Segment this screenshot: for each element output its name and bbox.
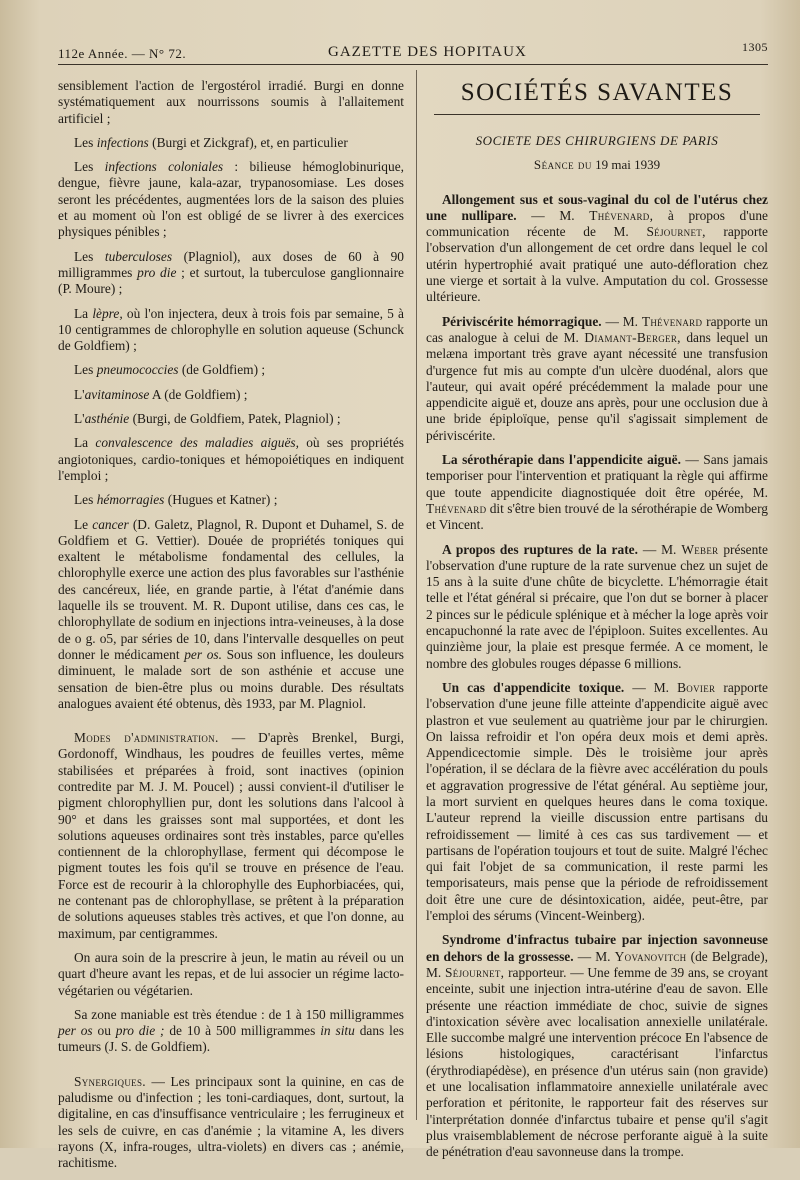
paragraph: sensiblement l'action de l'ergostérol irradié. Burgi en donne systématiquement aux nourrissons soumis à l'allaitement artificiel ;	[58, 78, 404, 126]
paragraph: Les infections coloniales : bilieuse hémoglobinurique, dengue, fièvre jaune, kala-azar, trypanosomiase. Les doses seront les précédentes, augmentées lors de la saison des pluies et au moment où l'on est obligé de se livrer à des exercices physiques pénibles ;	[58, 159, 404, 240]
paragraph: La lèpre, où l'on injectera, deux à trois fois par semaine, 5 à 10 centigrammes de chlorophylle en solution aqueuse (Schunck de Goldfiem) ;	[58, 305, 404, 354]
article: A propos des ruptures de la rate. — M. Weber présente l'observation d'une rupture de la rate survenue chez un sujet de 15 ans à la suite d'une chûte de bicyclette. L'hémorragie était telle et l'état général si précaire, que l'on dut se borner à placer 2 pinces sur le pédicule splénique et à mécher la loge après voir encapuchonné la rate avec de l'épiploon. Suites excellentes. Au quinzième jour, la plaie est presque fermée. A ce moment, le nombre des globules rouges dépasse 6 millions.	[426, 541, 768, 671]
article-title: La sérothérapie dans l'appendicite aiguë.	[442, 452, 681, 468]
paragraph: Les tuberculoses (Plagniol), aux doses de 60 à 90 milligrammes pro die ; et surtout, la tuberculose ganglionnaire (P. Moure) ;	[58, 248, 405, 297]
page-header	[58, 40, 768, 64]
paragraph: La convalescence des maladies aiguës, où ses propriétés angiotoniques, cardio-toniques et hémopoiétiques en indiquent l'emploi ;	[58, 435, 404, 483]
right-column	[426, 78, 768, 1169]
column-divider	[416, 70, 417, 1120]
article: Allongement sus et sous-vaginal du col de l'utérus chez une nullipare. — M. Thévenard, à propos d'une communication récente de M. Séjournet, rapporte l'observation d'un allongement de cet ordre dans lequel le col utérin hypertrophié avait pratiqué une auto-défloration chez une vierge et sortait à la vulve. Amputation du col. Grossesse ultérieure.	[426, 191, 768, 305]
article: Périviscérite hémorragique. — M. Thévenard rapporte un cas analogue à celui de M. Diamant-Berger, dans lequel un melæna important très grave ayant nécessité une transfusion d'urgence fut mis au compte d'un ulcère duodénal, alors que l'auteur, qui avait opéré précédemment la malade pour une appendicite aiguë et, douze ans après, pour une occlusion due à une bride épiploïque, pense qu'il s'agissait simplement de périviscérite.	[426, 313, 768, 443]
section-rule	[434, 114, 760, 115]
paragraph: Les hémorragies (Hugues et Katner) ;	[74, 492, 278, 508]
section-title: SOCIÉTÉS SAVANTES	[460, 79, 734, 106]
page-number: 1305	[742, 40, 768, 54]
article-title: Périviscérite hémorragique.	[442, 313, 602, 329]
paragraph: On aura soin de la prescrire à jeun, le matin au réveil ou un quart d'heure avant les repas, et de lui associer un régime lacto-végétarien ou végétarien.	[58, 949, 404, 998]
article: Un cas d'appendicite toxique. — M. Bovier rapporte l'observation d'une jeune fille atteinte d'appendicite aiguë avec plastron et vue seulement au quatrième jour par le chirurgien. On laissa refroidir et l'on opéra deux mois et demi après. Appendicectomie simple. Dès le troisième jour après l'opération, il se déclara de la fièvre avec accélération du pouls et aggravation progressive de l'état général. Au septième jour, la mort survient en quelques heures dans le coma toxique. L'auteur reprend la vieille discussion entre partisans du refroidissement — limité à ces cas sus tardivement — et partisans de l'opération toujours et tout de suite. Malgré l'échec qui fait l'objet de sa communication, il reste parmi les temporisateurs, mais pense que la période de refroidissement doit être une cure de désintoxication, aidée, peut-être, par l'emploi des sérums (Vincent-Weinberg).	[426, 679, 768, 924]
journal-title: GAZETTE DES HOPITAUX	[328, 44, 527, 60]
subheading: Synergiques.	[74, 1073, 146, 1089]
article-title: Allongement sus et sous-vaginal du col de l'utérus chez une nullipare.	[426, 191, 768, 223]
article: Syndrome d'infractus tubaire par injection savonneuse en dehors de la grossesse. — M. Yovanovitch (de Belgrade), M. Séjournet, rapporteur. — Une femme de 39 ans, se croyant enceinte, subit une injection intra-utérine d'eau de savon. Elle présente une réaction immédiate de choc, suivie de signes d'intoxication sévère avec localisation annexielle unilatérale. Elle succombe malgré une intervention précoce En l'absence de lésions histologiques, caractérisant l'infarctus (érythrodiapédèse), en présence d'un utérus sain (non gravide) et une localisation inflammatoire annexielle unilatérale avec perforation et péritonite, le rapporteur fait des réserves sur l'interprétation donnée d'infarctus tubaire et pense qu'il s'agit plus vraisemblablement de nécrose perforante aiguë à la suite de pénétration d'eau savonneuse dans la trompe.	[426, 932, 768, 1160]
left-column	[58, 78, 404, 1180]
society-name: SOCIETE DES CHIRURGIENS DE PARIS	[475, 133, 719, 148]
header-rule	[58, 64, 768, 65]
paragraph-synergiques: Synergiques. — Les principaux sont la quinine, en cas de paludisme ou d'infection ; les toni-cardiaques, dont, surtout, la digitaline, en cas d'insuffisance ventriculaire ; les ferrugineux et les sels de cuivre, en cas d'anémie ; la vitamine A, les divers rayons (X, infra-rouges, ultra-violets) en divers cas ; anémie, rachitisme.	[58, 1073, 404, 1171]
paragraph: Sa zone maniable est très étendue : de 1 à 150 milligrammes per os ou pro die ; de 10 à 500 milligrammes in situ dans les tumeurs (J. S. de Goldfiem).	[58, 1006, 404, 1055]
article-title: A propos des ruptures de la rate.	[442, 541, 638, 557]
paragraph: L'avitaminose A (de Goldfiem) ;	[74, 386, 248, 402]
paragraph: L'asthénie (Burgi, de Goldfiem, Patek, Plagniol) ;	[74, 411, 341, 427]
article-title: Un cas d'appendicite toxique.	[442, 679, 625, 695]
subheading: Modes d'administration.	[74, 730, 219, 746]
article: La sérothérapie dans l'appendicite aiguë. — Sans jamais temporiser pour l'intervention et pratiquant la règle qui affirme que toute appendicite diagnostiquée doit être opérée, M. Thévenard dit s'être bien trouvé de la sérothérapie de Womberg et Vincent.	[426, 452, 768, 533]
paragraph-modes: Modes d'administration. — D'après Brenkel, Burgi, Gordonoff, Windhaus, les poudres de feuilles vertes, même stabilisées et préparées à froid, sont inactives (opinion contredite par M. J. M. Poucel) ; aussi convient-il d'utiliser le pigment chlorophyllien pur, dont les solutions dans l'alcool à 90° et dans les graisses sont mal supportées, et dont les solutions aqueuses ordinaires sont très instables, parce qu'elles contiennent de la chlorophyllase, ferment qui décompose le pigment toutes les fois qu'il se trouve en présence de l'eau. Force est de recourir à la chlorophylle des Euphorbiacées, qui, ne contenant pas de chlorophyllase, se prêtent à la préparation de solutions aqueuses stables très actives, et que l'on donne, au maximum, par centigrammes.	[58, 730, 404, 941]
article-title: Syndrome d'infractus tubaire par injection savonneuse en dehors de la grossesse.	[426, 932, 768, 964]
issue-number: 112e Année. — N° 72.	[58, 46, 187, 61]
paragraph: Les infections (Burgi et Zickgraf), et, en particulier	[74, 134, 348, 150]
paragraph: Le cancer (D. Galetz, Plagnol, R. Dupont et Duhamel, S. de Goldfiem et G. Vettier). Douée de propriétés toniques qui exaltent le métabolisme fondamental des cellules, la chlorophylle exerce une action des plus favorables sur l'asthénie des cancéreux, liée, en grande partie, à l'état d'anémie dans laquelle ils se trouvent. M. R. Dupont utilise, dans ces cas, le chlorophyllate de sodium en injections intra-veineuses, à la dose de o g. o5, par séries de 10, dans l'intervalle desquelles on peut donner le médicament per os. Sous son influence, les douleurs diminuent, le malade sort de son asthénie et accuse une sensation de bien-être plus ou moins durable. Des résultats analogues avaient été obtenus, dès 1933, par M. Plagniol.	[58, 516, 404, 711]
paragraph: Les pneumococcies (de Goldfiem) ;	[74, 362, 266, 378]
session-date: Séance du 19 mai 1939	[533, 157, 661, 173]
